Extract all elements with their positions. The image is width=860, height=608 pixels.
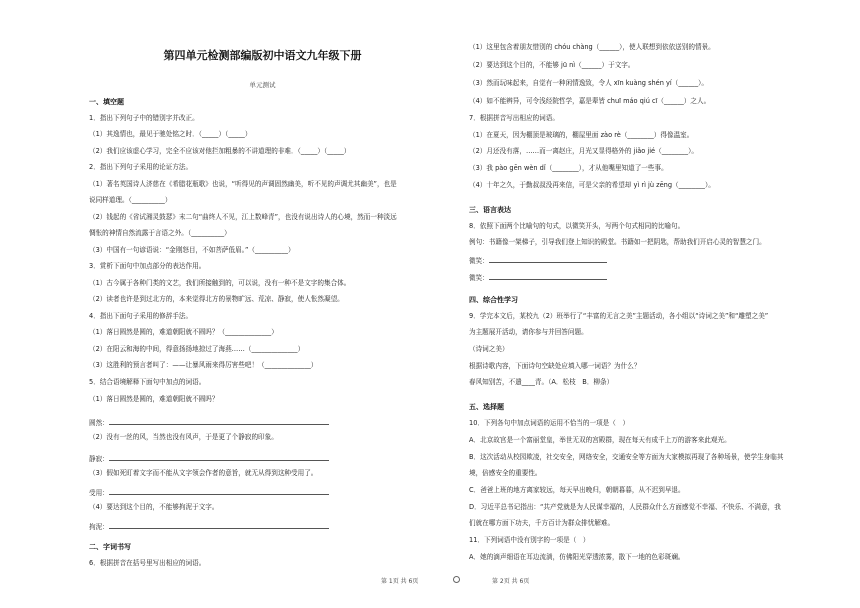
option-cont: 境，倍感安全的重要性。 xyxy=(469,469,542,477)
section-heading: 四、综合性学习 xyxy=(469,296,518,304)
answer-blank[interactable] xyxy=(109,417,329,425)
question-item: （1）落日圆然是圆的，难道朝阳就不圆吗？（______________） xyxy=(89,328,278,336)
answer-label: 拘泥： xyxy=(89,523,109,531)
question-item: （1）在夏天，因为棚顶是玻璃的，棚屋里面 zào rè（________）得像温室。 xyxy=(469,131,694,139)
question-item: （2）要达到这个目的，不能够 jū nì（______）于文字。 xyxy=(469,61,635,69)
answer-line xyxy=(469,255,607,266)
section-heading: 三、语言表达 xyxy=(469,206,511,214)
question-item-cont: 说同样道理。（__________） xyxy=(89,196,172,204)
example-sentence: 例句：书籍像一架梯子，引导我们登上知识的殿堂。书籍如一把阴匙，帮助我们开启心灵的智慧之门。 xyxy=(469,238,766,246)
page-number-left: 第 1页 共 6页 xyxy=(381,578,419,585)
option-cont: 们就在哪方面下功夫，千方百计为群众排忧解难。 xyxy=(469,519,615,527)
question-item: （2）读者也许是到过北方的，本来觉得北方的景物旷远、荒凉、静寂，使人怅然凝望。 xyxy=(89,295,344,303)
question: 4．指出下面句子采用的修辞手法。 xyxy=(89,312,193,320)
question: 11．下列词语中没有别字的一项是（ ） xyxy=(469,536,590,544)
answer-blank[interactable] xyxy=(489,272,607,280)
section-heading: 一、填空题 xyxy=(89,98,124,106)
question-item: （1）古今属于各种门类的文艺，我们所接触到的，可以说，没有一种不是文字的集合体。 xyxy=(89,279,351,287)
option[interactable]: A．北京故宫是一个富丽堂皇，举世无双的宫殿群，现在每天有成千上万的游客来此观光。 xyxy=(469,436,731,444)
answer-line xyxy=(89,417,329,428)
question: 6．根据拼音在括号里写出相应的词语。 xyxy=(89,559,206,567)
question-item-cont: 惆怅的神情自然流露于言语之外。（__________） xyxy=(89,229,231,237)
question: 9．学完本文后，某校九（2）班举行了“丰富的无言之美”主题活动，各小组以“诗词之美”和“雕塑之美” xyxy=(469,312,769,320)
answer-line xyxy=(89,487,329,498)
question: 1．指出下列句子中的错别字并改正。 xyxy=(89,114,199,122)
question: 2．指出下列句子采用的论证方法。 xyxy=(89,163,193,171)
answer-blank[interactable] xyxy=(109,453,329,461)
section-heading: 二、字词书写 xyxy=(89,543,131,551)
question-item: 春风知别苦，不遣____青。（A．松枝 B．柳条） xyxy=(469,378,614,386)
question-cont: 为主题展开活动，请你参与并回答问题。 xyxy=(469,328,588,336)
answer-label: 微笑： xyxy=(469,257,489,265)
question-item: （4）十年之久，于勤叔叔没再来信，可是父亲的希望却 yì rì jù zēng（________）。 xyxy=(469,181,715,189)
option[interactable]: D．习近平总书记指出：“共产党就是为人民谋幸福的，人民群众什么方面感觉不幸福、不快乐、不满意，我 xyxy=(469,503,781,511)
answer-blank[interactable] xyxy=(109,487,329,495)
question: 10．下列各句中加点词语的运用不恰当的一项是（ ） xyxy=(469,419,630,427)
question: 8．依照下面两个比喻句的句式，以微笑开头，写两个句式相同的比喻句。 xyxy=(469,222,685,230)
answer-line xyxy=(469,272,607,283)
page-number-right: 第 2页 共 6页 xyxy=(492,578,530,585)
question-item: （3）这胜利的预言者叫了：——让暴风雨来得厉害些吧！（______________） xyxy=(89,361,318,369)
document-subtitle: 单元测试 xyxy=(249,81,276,89)
question-item: （2）没有一丝的风，当然也没有风声，于是更了个静寂的印象。 xyxy=(89,433,278,441)
question-item: （2）我们应该虚心学习，完全不应该对他拦加粗暴的不讲道理的非难．（_____）（_____） xyxy=(89,147,351,155)
option[interactable]: A．她的滴声细语在耳边流淌，仿佛阳光穿透浓雾，散下一地的色彩斑斓。 xyxy=(469,553,685,561)
question-item: （3）中国有一句谚语说：“金刚怒目，不如菩萨低眉。”（__________） xyxy=(89,246,295,254)
question: 5．结合语境解释下面句中加点的词语。 xyxy=(89,378,206,386)
answer-label: 静寂： xyxy=(89,455,109,463)
answer-blank[interactable] xyxy=(109,521,329,529)
answer-label: 圆然： xyxy=(89,419,109,427)
answer-blank[interactable] xyxy=(489,255,607,263)
question-item: （1）这里包含着朋友惜别的 chóu chàng（______），使人联想到依依送别的情景。 xyxy=(469,43,715,51)
question-item: （3）我 pào gēn wèn dǐ（________），才从他嘴里知道了一些事。 xyxy=(469,164,668,172)
question-item: （2）月还没有落，……而一离赵庄，月光又显得格外的 jiǎo jié（________）。 xyxy=(469,147,698,155)
answer-line xyxy=(89,521,329,532)
question-item: （2）钱起的《省试湘灵鼓瑟》末二句“曲终人不见，江上数峰青”，也没有说出诗人的心境，然而一种淡远 xyxy=(89,213,397,221)
question: 3．赏析下面句中加点部分的表达作用。 xyxy=(89,262,206,270)
section-heading: 五、选择题 xyxy=(469,403,504,411)
question: 7．根据拼音写出相应的词语。 xyxy=(469,114,559,122)
option[interactable]: C．爸爸上班的地方离家较远，每天早出晚归，朝朝暮暮，从不迟到早退。 xyxy=(469,486,685,494)
answer-label: 微笑： xyxy=(469,274,489,282)
question-item: （4）要达到这个目的，不能够拘泥于文字。 xyxy=(89,503,219,511)
question-item: （3）然而玩味起来，自觉有一种闲情逸致，令人 xīn kuàng shén yí（______）。 xyxy=(469,79,709,87)
answer-label: 受用： xyxy=(89,489,109,497)
question-item: （4）如不能辨异，可令浅经院哲学，嘉是辈皆 chuī máo qiú cī（______）之人。 xyxy=(469,97,711,105)
question-item: （3）假如死盯着文字而不能从文字领会作者的意旨，就无从得到这种受用了。 xyxy=(89,469,318,477)
question-item: （2）在阳云和海的中间，得意扬扬地掠过了海燕……（______________） xyxy=(89,345,305,353)
option[interactable]: B．这次活动从校园欺凌，社交安全，网络安全，交通安全等方面为大家模拟再现了各种场景，使学生身临其 xyxy=(469,453,784,461)
question-item: （1）著名英国诗人济慈在《希腊花瓶歌》也说，“听得见的声调固然幽美，听不见的声调尤其幽美”，也是 xyxy=(89,180,397,188)
subheading: （诗词之美） xyxy=(469,345,509,353)
circle-separator-icon xyxy=(453,576,460,583)
question-item: （1）落日圆然是圆的，难道朝阳就不圆吗？ xyxy=(89,395,219,403)
question-item: 根据诗歌内容，下面诗句空缺处应填入哪一词语？为什么？ xyxy=(469,362,641,370)
question-item: （1）其逸情也，最见于驰处铭之时．（_____）（_____） xyxy=(89,130,252,138)
document-title: 第四单元检测部编版初中语文九年级下册 xyxy=(163,49,362,62)
answer-line xyxy=(89,453,329,464)
